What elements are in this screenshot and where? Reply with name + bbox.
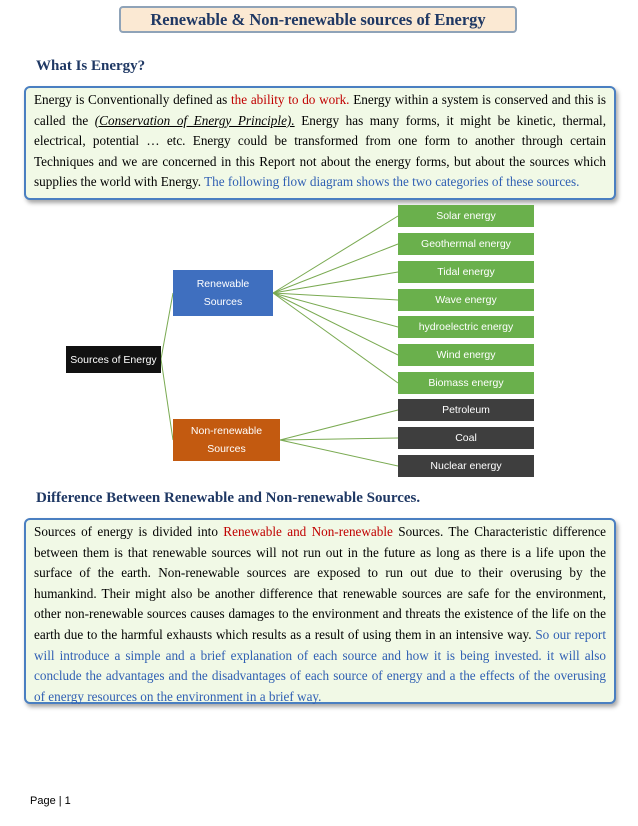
highlight-blue: The following flow diagram shows the two categories of these sources.: [204, 174, 580, 190]
leaf-coal: Coal: [398, 427, 534, 449]
leaf-geothermal-energy: Geothermal energy: [398, 233, 534, 255]
node-label-line: Non-renewable: [190, 425, 263, 437]
node-label-line: Sources: [207, 443, 246, 455]
node-label-line: Sources: [203, 296, 243, 308]
leaf-nuclear-energy: Nuclear energy: [398, 455, 534, 477]
leaf-hydroelectric-energy: hydroelectric energy: [398, 316, 534, 338]
section-heading-difference: Difference Between Renewable and Non-renewable Sources.: [36, 490, 421, 506]
node-label-line: Renewable: [196, 278, 250, 290]
text-run: Sources. The Characteristic difference between them is that renewable sources will not run out in the future as long as there is a life upon the surface of the earth. Non-renewable sources are exposed to run out due to their overusing by the humankind. Their might also be another difference that renewable sources are safe for the environment, other non-renewable sources causes damages to the environment and threats the existence of the life on the earth due to the harmful exhausts which results as a result of using them in an intensive way.: [34, 524, 606, 642]
root-node-sources-of-energy: Sources of Energy: [66, 346, 161, 373]
text-run: Energy is Conventionally defined as: [34, 92, 232, 107]
text-run: Energy within a system is conserved and this is called the: [34, 92, 606, 128]
leaf-wind-energy: Wind energy: [398, 344, 534, 366]
difference-paragraph: [34, 522, 606, 707]
highlight-red: the ability to do work.: [231, 92, 350, 107]
highlight-blue: So our report will introduce a simple and a brief explanation of each source and how it is being invested. it will also conclude the advantages and the disadvantages of each source of energy and a the effects of the overusing of energy resources on the environment in a brief way.: [34, 626, 606, 704]
node-renewable-sources: [173, 270, 273, 316]
leaf-biomass-energy: Biomass energy: [398, 372, 534, 394]
difference-box: [24, 518, 616, 704]
text-run: Energy has many forms, it might be kinetic, thermal, electrical, potential … etc. Energy could be transformed from one form to another through certain Techniques and we are concerned in this Report not about the energy forms, but about the sources which supplies the world with Energy.: [34, 112, 607, 190]
text-run: Sources of energy is divided into: [34, 524, 224, 539]
leaf-petroleum: Petroleum: [398, 399, 534, 421]
leaf-tidal-energy: Tidal energy: [398, 261, 534, 283]
page-title: Renewable & Non-renewable sources of Energy: [119, 6, 517, 33]
leaf-wave-energy: Wave energy: [398, 289, 534, 311]
principle-name: (Conservation of Energy Principle).: [94, 112, 295, 128]
leaf-solar-energy: Solar energy: [398, 205, 534, 227]
section-heading-what-is-energy: What Is Energy?: [36, 58, 146, 74]
page-number-footer: Page | 1: [30, 795, 71, 807]
highlight-red: Renewable and Non-renewable: [223, 524, 393, 539]
node-nonrenewable-sources: [173, 419, 280, 461]
